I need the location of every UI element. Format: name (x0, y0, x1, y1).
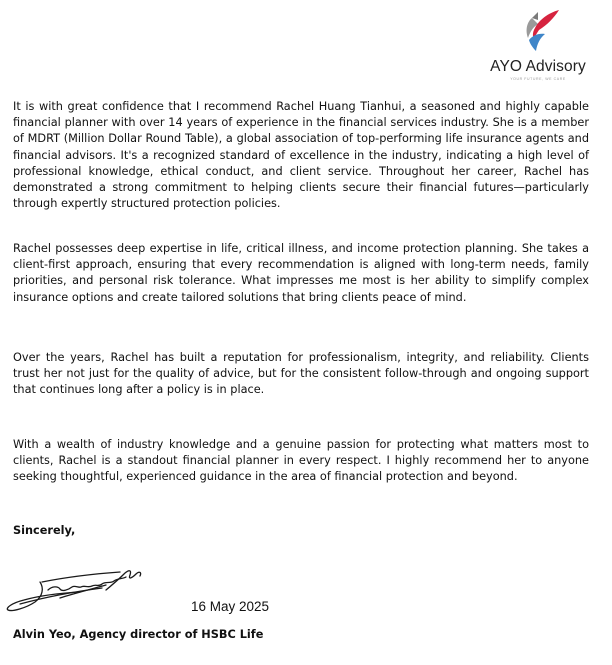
letter-paragraph: Over the years, Rachel has built a reputation for professionalism, integrity, and reliability. Clients trust her not just for the quality of advice, but for the consistent follow-through and ongoing support that continues long after a policy is in place. (13, 351, 589, 397)
letter-paragraph: With a wealth of industry knowledge and a genuine passion for protecting what matters most to clients, Rachel is a standout financial planner in every respect. I highly recommend her to anyone seeking thoughtful, experienced guidance in the area of financial protection and beyond. (13, 438, 589, 484)
closing-salutation: Sincerely, (13, 524, 76, 537)
signer-name-title: Alvin Yeo, Agency director of HSBC Life (13, 628, 264, 641)
bird-logo-icon (515, 6, 561, 54)
company-logo (488, 6, 588, 81)
signature-date: 16 May 2025 (191, 599, 270, 614)
letter-paragraph: Rachel possesses deep expertise in life, critical illness, and income protection planning. She takes a client-first approach, ensuring that every recommendation is aligned with long-term needs, family priorities, and personal risk tolerance. What impresses me most is her ability to simplify complex insurance options and create tailored solutions that bring clients peace of mind. (13, 242, 589, 304)
company-tagline: YOUR FUTURE, WE CARE (510, 77, 566, 81)
company-name: AYO Advisory (490, 58, 586, 75)
letter-paragraph: It is with great confidence that I recommend Rachel Huang Tianhui, a seasoned and highly capable financial planner with over 14 years of experience in the financial services industry. She is a member of MDRT (Million Dollar Round Table), a global association of top-performing life insurance agents and financial advisors. It's a recognized standard of excellence in the industry, indicating a high level of professional knowledge, ethical conduct, and client service. Throughout her career, Rachel has demonstrated a strong commitment to helping clients secure their financial futures—particularly through expertly structured protection policies. (13, 100, 589, 211)
handwritten-signature (2, 560, 178, 618)
